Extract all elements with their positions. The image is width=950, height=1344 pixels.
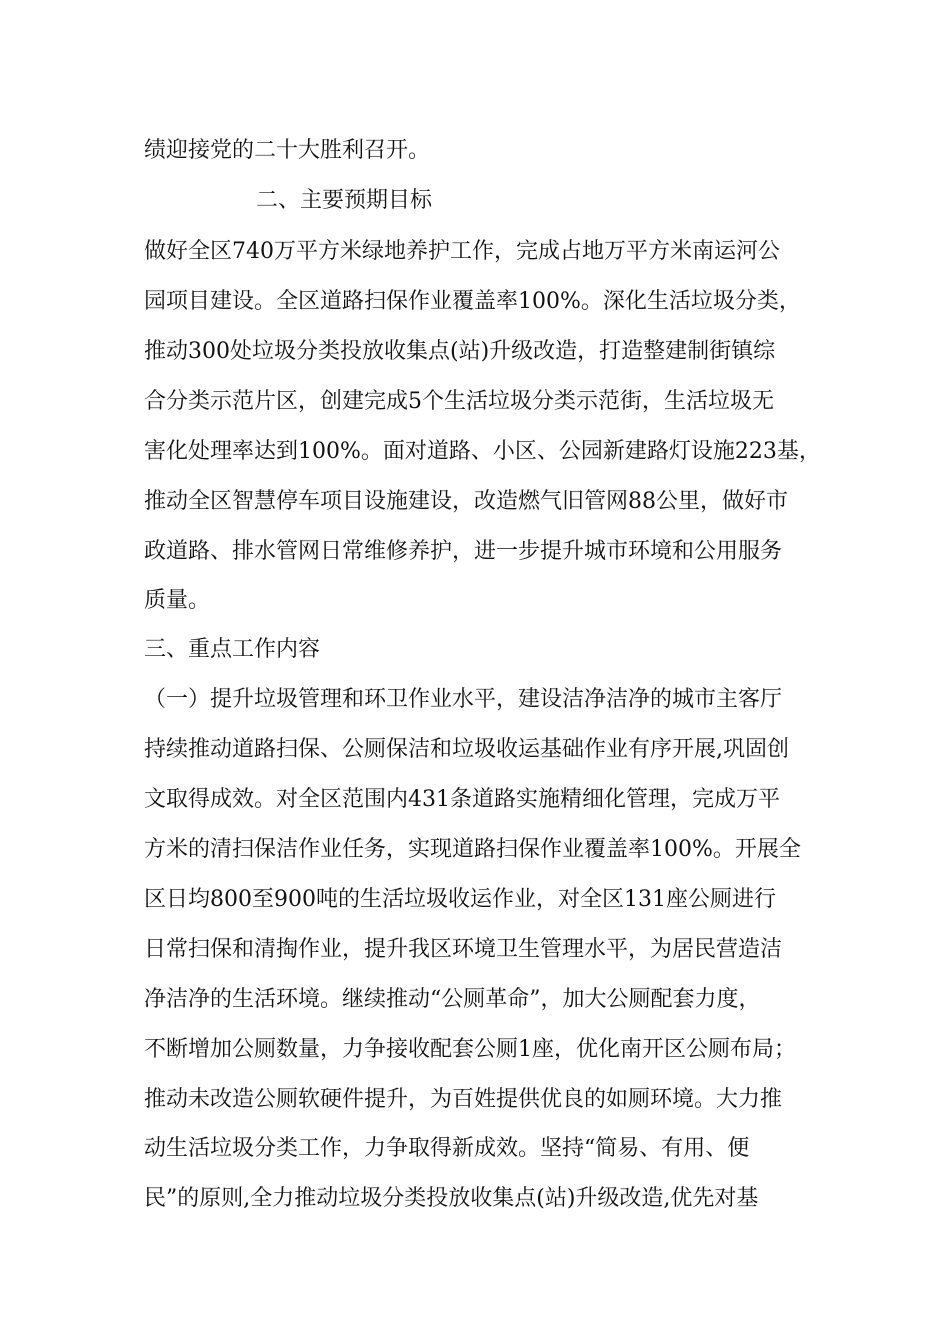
text-line: 推动未改造公厕软硬件提升，为百姓提供优良的如厕环境。大力推: [144, 1087, 783, 1112]
subsection-heading: （一）提升垃圾管理和环卫作业水平，建设洁净洁净的城市主客厅: [144, 687, 783, 712]
section-heading: 三、重点工作内容: [144, 637, 321, 662]
text-line: 合分类示范片区，创建完成5个生活垃圾分类示范街，生活垃圾无: [144, 389, 774, 414]
text-line: 推动300处垃圾分类投放收集点(站)升级改造，打造整建制街镇综: [144, 339, 776, 364]
text-line: 日常扫保和清掏作业，提升我区环境卫生管理水平，为居民营造洁: [144, 937, 783, 962]
text-line: 动生活垃圾分类工作，力争取得新成效。坚持“简易、有用、便: [144, 1136, 750, 1161]
section-heading: 二、主要预期目标: [256, 188, 433, 213]
text-line: 政道路、排水管网日常维修养护，进一步提升城市环境和公用服务: [144, 539, 783, 564]
text-line: 绩迎接党的二十大胜利召开。: [144, 138, 431, 163]
text-line: 净洁净的生活环境。继续推动“公厕革命”，加大公厕配套力度，: [144, 987, 761, 1012]
text-line: 做好全区740万平方米绿地养护工作，完成占地万平方米南运河公: [144, 239, 780, 264]
text-line: 文取得成效。对全区范围内431条道路实施精细化管理，完成万平: [144, 787, 780, 812]
text-line: 推动全区智慧停车项目设施建设，改造燃气旧管网88公里，做好市: [144, 489, 788, 514]
text-line: 质量。: [144, 588, 211, 613]
text-line: 方米的清扫保洁作业任务，实现道路扫保作业覆盖率100%。开展全: [144, 837, 801, 862]
text-line: 民”的原则,全力推动垃圾分类投放收集点(站)升级改造,优先对基: [144, 1186, 759, 1211]
text-line: 持续推动道路扫保、公厕保洁和垃圾收运基础作业有序开展,巩固创: [144, 737, 789, 762]
text-line: 不断增加公厕数量，力争接收配套公厕1座，优化南开区公厕布局；: [144, 1037, 796, 1062]
text-line: 园项目建设。全区道路扫保作业覆盖率100%。深化生活垃圾分类，: [144, 289, 801, 314]
text-line: 害化处理率达到100%。面对道路、小区、公园新建路灯设施223基，: [144, 439, 821, 464]
text-line: 区日均800至900吨的生活垃圾收运作业，对全区131座公厕进行: [144, 887, 776, 912]
